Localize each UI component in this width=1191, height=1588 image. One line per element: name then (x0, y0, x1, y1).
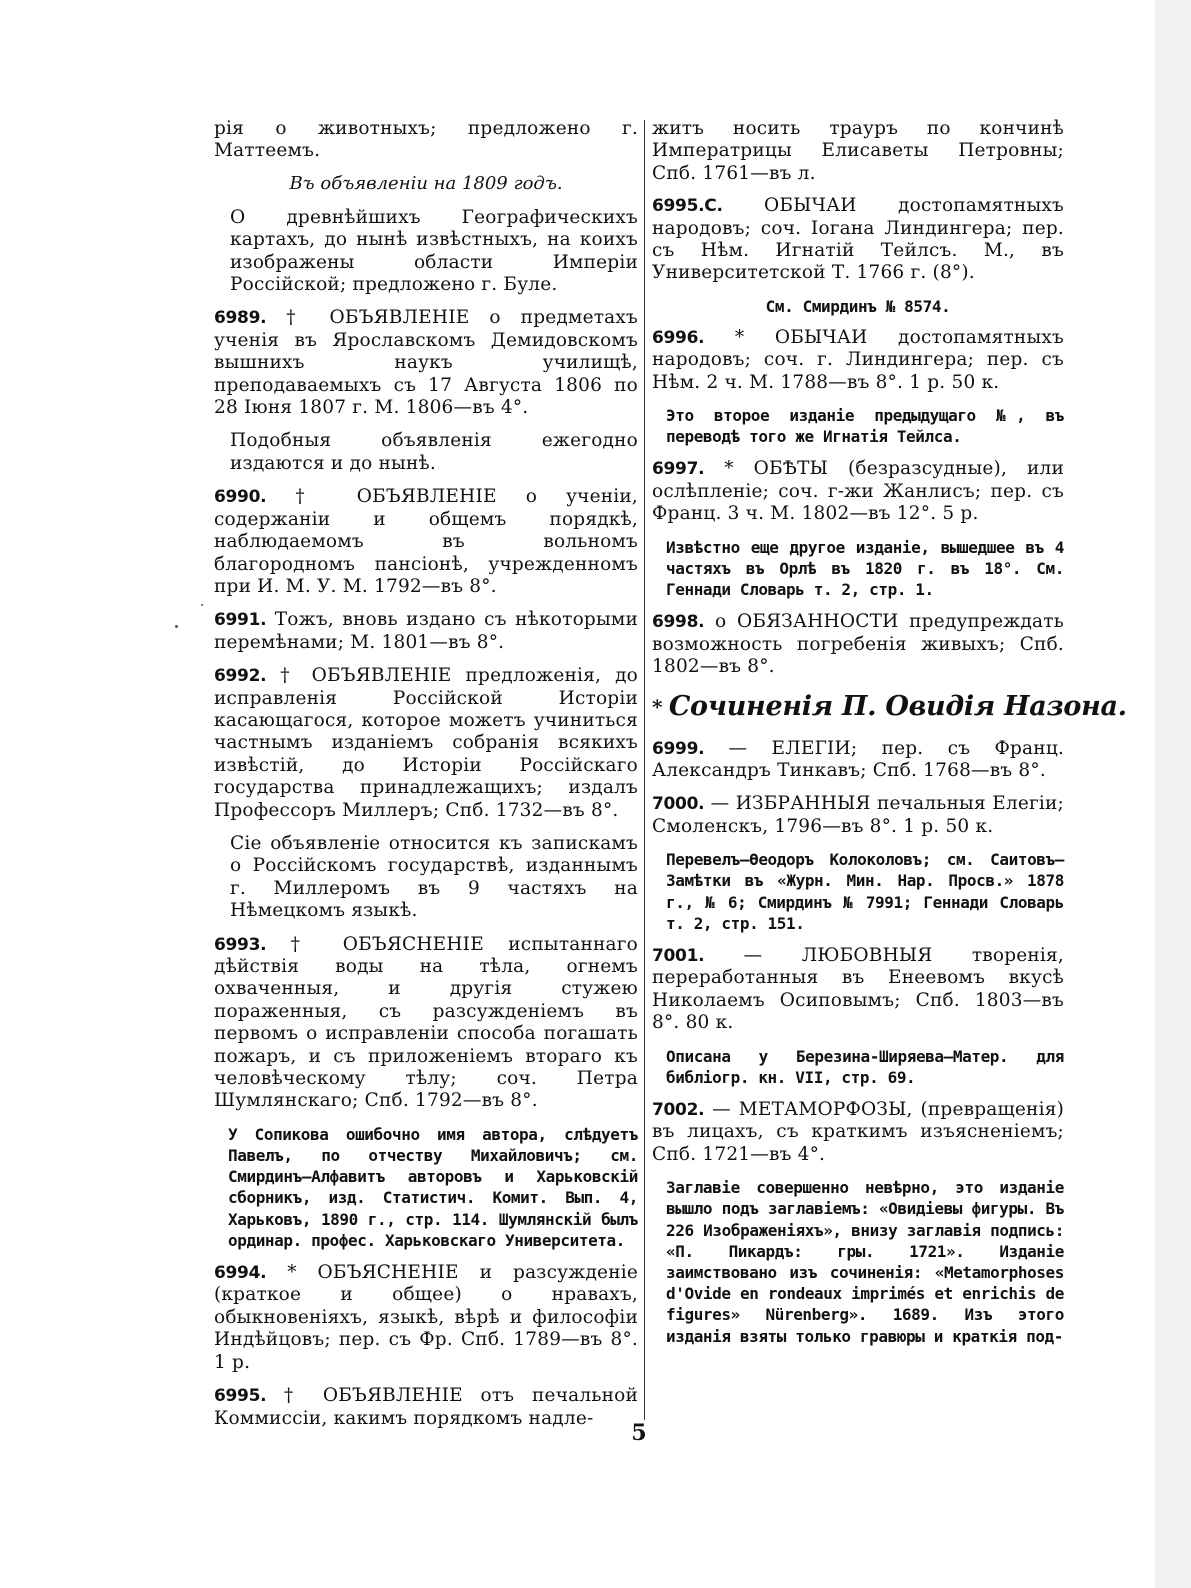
entry-continuation: рія о животныхъ; предложено г. Маттеемъ. (214, 118, 638, 162)
entry-note: У Сопикова ошибочно имя автора, слѣдуетъ Павелъ, по отчеству Михайловичъ; см. Смирдинъ—Алфавитъ авторовъ и Харьковскій сборникъ, изд. Статистич. Комит. Вып. 4, Харьковъ, 1890 г., стр. 114. Шумлянскій былъ ординар. профес. Харьковскаго Университета. (228, 1124, 638, 1250)
entry-text: ОБЫЧАИ достопамятныхъ народовъ; соч. Іогана Линдингера; пер. съ Нѣм. Игнатій Тейлсъ. М., въ Университетской Т. 1766 г. (8°). (652, 195, 1064, 284)
catalog-entry (214, 486, 638, 598)
entry-number: 7001. (652, 945, 705, 966)
section-heading-text: Сочиненія П. Овидія Назона. (668, 690, 1127, 722)
entry-number: 6996. (652, 327, 705, 348)
entry-text: † ОБЪЯВЛЕНІЕ о ученіи, содержаніи и общемъ порядкѣ, наблюдаемомъ въ вольномъ благородномъ пансіонѣ, учрежденномъ при И. М. У. М. 1792—въ 8°. (214, 486, 638, 597)
entry-note: Сіе объявленіе относится къ запискамъ о Россійскомъ государствѣ, изданнымъ г. Миллеромъ въ 9 частяхъ на Нѣмецкомъ языкѣ. (230, 832, 638, 922)
entry-continuation: житъ носить трауръ по кончинѣ Императрицы Елисаветы Петровны; Спб. 1761—въ л. (652, 118, 1064, 184)
entry-text: * ОБЪЯСНЕНІЕ и разсужденіе (краткое и общее) о нравахъ, обыкновеніяхъ, языкѣ, вѣрѣ и философіи Индѣйцовъ; пер. съ Фр. Спб. 1789—въ 8°. 1 р. (214, 1262, 638, 1373)
asterisk-mark: * (652, 694, 669, 719)
catalog-entry (214, 307, 638, 419)
column-divider (644, 120, 645, 1420)
entry-note: Подобныя объявленія ежегодно издаются и до нынѣ. (230, 430, 638, 474)
entry-text: — ЛЮБОВНЫЯ творенія, переработанныя въ Енеевомъ вкусѣ Николаемъ Осиповымъ; Спб. 1803—въ 8°. 80 к. (652, 944, 1064, 1034)
entry-number: 6992. (214, 666, 267, 687)
entry-text: * ОБЫЧАИ достопамятныхъ народовъ; соч. г. Линдингера; пер. съ Нѣм. 2 ч. М. 1788—въ 8°. 1 р. 50 к. (652, 326, 1064, 393)
catalog-entry (652, 1099, 1064, 1166)
entry-text: † ОБЪЯВЛЕНІЕ предложенія, до исправленія Россійской Исторіи касающагося, которое можетъ учиниться частнымъ изданіемъ собранія всякихъ извѣстій, до Исторіи Россійскаго государства принадлежащихъ; издалъ Профессоръ Миллеръ; Спб. 1732—въ 8°. (214, 665, 638, 821)
catalog-entry (214, 665, 638, 822)
catalog-entry (652, 195, 1064, 285)
catalog-entry (652, 611, 1064, 678)
entry-text: — ИЗБРАННЫЯ печальныя Елегіи; Смоленскъ, 1796—въ 8°. 1 р. 50 к. (652, 793, 1064, 837)
left-column (214, 118, 638, 1441)
entry-number: 6995.С. (652, 196, 723, 217)
entry-number: 6999. (652, 738, 705, 759)
catalog-entry (652, 945, 1064, 1035)
entry-number: 6998. (652, 612, 705, 633)
catalog-entry (652, 458, 1064, 525)
catalog-entry (214, 934, 638, 1113)
subheading: Въ объявленіи на 1809 годъ. (289, 172, 563, 194)
entry-note: Это второе изданіе предыдущаго №, въ переводѣ того же Игнатія Тейлса. (666, 406, 1064, 447)
scan-speck (175, 625, 178, 628)
entry-number: 6993. (214, 934, 267, 955)
entry-text: — МЕТАМОРФОЗЫ, (превращенія) въ лицахъ, съ краткимъ изъясненіемъ; Спб. 1721—въ 4°. (652, 1098, 1064, 1165)
entry-number: 6990. (214, 487, 267, 508)
entry-note: Описана у Березина-Ширяева—Матер. для библіогр. кн. VII, стр. 69. (666, 1046, 1064, 1087)
entry-text: † ОБЪЯВЛЕНІЕ о предметахъ ученія въ Ярославскомъ Демидовскомъ вышнихъ наукъ училищѣ, преподаваемыхъ съ 17 Августа 1806 по 28 Іюня 1807 г. М. 1806—въ 4°. (214, 307, 638, 419)
cross-reference: См. Смирдинъ № 8574. (765, 296, 951, 316)
entry-note: Заглавіе совершенно невѣрно, это изданіе вышло подъ заглавіемъ: «Овидіевы фигуры. Въ 226 Изображеніяхъ», внизу заглавія подпись: «П. Пикардъ: гры. 1721». Изданіе заимствовано изъ сочиненія: «Metamorphoses d'Ovide en rondeaux imprimés et enrichis de figures» Nürenberg». 1689. Изъ этого изданія взяты только гравюры и краткія под- (666, 1178, 1064, 1346)
entry-note: О древнѣйшихъ Географическихъ картахъ, до нынѣ извѣстныхъ, на коихъ изображены области Имперіи Россійской; предложено г. Буле. (230, 206, 638, 296)
scan-margin (1155, 0, 1191, 1588)
entry-text: * ОБѢТЫ (безразсудные), или ослѣпленіе; соч. г-жи Жанлисъ; пер. съ Франц. 3 ч. М. 1802—въ 12°. 5 р. (652, 458, 1064, 525)
right-column (652, 118, 1127, 1358)
printed-page (214, 118, 1127, 1448)
catalog-entry (652, 793, 1064, 838)
entry-number: 6989. (214, 308, 267, 329)
catalog-entry (214, 1262, 638, 1374)
entry-number: 6994. (214, 1263, 267, 1284)
entry-text: — ЕЛЕГІИ; пер. съ Франц. Александръ Тинкавъ; Спб. 1768—въ 8°. (652, 737, 1064, 781)
catalog-entry (652, 327, 1064, 394)
entry-number: 7000. (652, 794, 705, 815)
entry-number: 6995. (214, 1386, 267, 1407)
entry-text: † ОБЪЯВЛЕНІЕ отъ печальной Коммиссіи, какимъ порядкомъ надле- (214, 1385, 638, 1429)
entry-number: 6997. (652, 459, 705, 480)
scan-speck (201, 604, 203, 606)
catalog-entry (652, 738, 1064, 783)
entry-text: † ОБЪЯСНЕНІЕ испытаннаго дѣйствія воды на тѣла, огнемъ охваченныя, и другія стужею пораженныя, съ разсужденіемъ въ первомъ о исправленіи способа погашать пожаръ, и съ приложеніемъ втораго къ человѣческому тѣлу; соч. Петра Шумлянскаго; Спб. 1792—въ 8°. (214, 933, 638, 1112)
section-heading (652, 690, 1127, 724)
entry-text: о ОБЯЗАННОСТИ предупреждать возможность погребенія живыхъ; Спб. 1802—въ 8°. (652, 611, 1064, 678)
catalog-entry (214, 609, 638, 654)
entry-number: 7002. (652, 1099, 705, 1120)
entry-number: 6991. (214, 610, 267, 631)
page-number: 5 (631, 1420, 647, 1446)
entry-note: Извѣстно еще другое изданіе, вышедшее въ 4 частяхъ въ Орлѣ въ 1820 г. въ 18°. См. Геннади Словарь т. 2, стр. 1. (666, 537, 1064, 600)
entry-note: Перевелъ—Ѳеодоръ Колоколовъ; см. Саитовъ—Замѣтки въ «Журн. Мин. Нар. Просв.» 1878 г., № 6; Смирдинъ № 7991; Геннади Словарь т. 2, стр. 151. (666, 850, 1064, 933)
entry-text: Тожъ, вновь издано съ нѣкоторыми перемѣнами; М. 1801—въ 8°. (214, 609, 638, 653)
